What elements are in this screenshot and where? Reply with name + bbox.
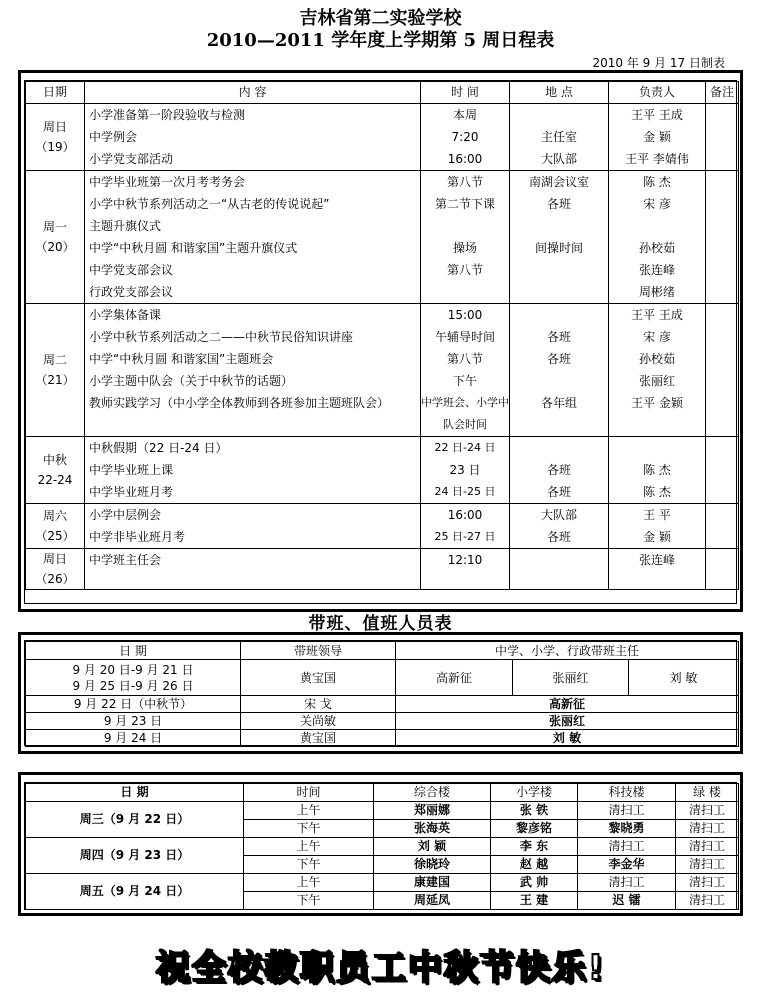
schedule-content: 小学主题中队会（关于中秋节的话题） bbox=[89, 374, 294, 388]
column-header: 日期 bbox=[26, 82, 85, 104]
schedule-owner: 宋 彦 bbox=[643, 330, 671, 344]
schedule-place: 间操时间 bbox=[534, 241, 583, 255]
schedule-content: 中学毕业班月考 bbox=[89, 485, 174, 499]
cleaning-time: 上午 bbox=[244, 838, 374, 856]
schedule-place bbox=[510, 104, 608, 126]
schedule-content: 小学党支部活动 bbox=[89, 152, 174, 166]
schedule-time: 操场 bbox=[452, 241, 477, 255]
schedule-place: 大队部 bbox=[540, 152, 577, 166]
time-cell bbox=[421, 504, 510, 549]
schedule-place: 南湖会议室 bbox=[528, 175, 589, 189]
schedule-place bbox=[510, 549, 608, 571]
schedule-content: 中学例会 bbox=[89, 130, 138, 144]
schedule-time: 第八节 bbox=[446, 352, 483, 366]
schedule-owner: 张连峰 bbox=[638, 553, 675, 567]
cleaning-time: 下午 bbox=[244, 892, 374, 910]
schedule-place: 各年组 bbox=[540, 396, 577, 410]
cleaning-b2: 黎彦铭 bbox=[491, 820, 578, 838]
duty-leader: 宋 戈 bbox=[241, 696, 396, 713]
schedule-time: 22 日-24 日 bbox=[434, 441, 496, 454]
place-cell bbox=[510, 171, 609, 304]
schedule-owner: 金 颖 bbox=[643, 130, 671, 144]
schedule-owner: 金 颖 bbox=[643, 530, 671, 544]
duty-date-cell bbox=[26, 713, 241, 730]
schedule-owner: 宋 彦 bbox=[643, 197, 671, 211]
note-cell bbox=[706, 504, 739, 549]
cleaning-col-header: 日 期 bbox=[26, 784, 244, 802]
cleaning-b2: 武 帅 bbox=[491, 874, 578, 892]
day-date: （20） bbox=[35, 240, 75, 254]
schedule-owner: 孙校茹 bbox=[638, 241, 675, 255]
schedule-content: 中学“中秋月圆 和谐家国”主题班会 bbox=[89, 352, 274, 366]
content-cell bbox=[85, 437, 421, 504]
place-cell bbox=[510, 437, 609, 504]
schedule-owner: 王平 王成 bbox=[631, 108, 683, 122]
cleaning-b4: 清扫工 bbox=[676, 856, 739, 874]
day-cell bbox=[26, 104, 85, 171]
cleaning-b4: 清扫工 bbox=[676, 838, 739, 856]
duty-row bbox=[26, 696, 739, 713]
schedule-time: 7:20 bbox=[451, 130, 479, 144]
duty-header-row bbox=[26, 642, 739, 660]
schedule-frame bbox=[18, 70, 743, 612]
note-cell bbox=[706, 171, 739, 304]
schedule-row bbox=[26, 504, 739, 549]
schedule-content: 中学非毕业班月考 bbox=[89, 530, 186, 544]
schedule-time bbox=[421, 215, 509, 237]
day-date: （19） bbox=[35, 140, 75, 154]
schedule-row bbox=[26, 171, 739, 304]
schedule-row bbox=[26, 549, 739, 590]
cleaning-b1: 张海英 bbox=[374, 820, 491, 838]
schedule-row bbox=[26, 304, 739, 437]
schedule-title: 2010—2011 学年度上学期第 5 周日程表 bbox=[206, 30, 555, 51]
schedule-owner: 陈 杰 bbox=[643, 463, 671, 477]
day-cell bbox=[26, 437, 85, 504]
content-cell bbox=[85, 104, 421, 171]
owner-cell bbox=[609, 549, 706, 590]
cleaning-b3: 清扫工 bbox=[578, 874, 676, 892]
schedule-owner: 王平 李婧伟 bbox=[625, 152, 689, 166]
cleaning-b4: 清扫工 bbox=[676, 874, 739, 892]
duty-row bbox=[26, 730, 739, 747]
cleaning-b3: 黎晓勇 bbox=[578, 820, 676, 838]
cleaning-time: 下午 bbox=[244, 856, 374, 874]
day-name: 周二 bbox=[42, 353, 67, 367]
day-date: （25） bbox=[35, 529, 75, 543]
cleaning-b3: 清扫工 bbox=[578, 838, 676, 856]
content-cell bbox=[85, 504, 421, 549]
schedule-time: 第八节 bbox=[446, 175, 483, 189]
schedule-table bbox=[25, 81, 739, 590]
duty-col-heads: 中学、小学、行政带班主任 bbox=[396, 642, 739, 660]
schedule-owner: 王平 金颖 bbox=[631, 396, 683, 410]
schedule-content: 中秋假期（22 日-24 日） bbox=[89, 441, 228, 455]
schedule-content: 小学中秋节系列活动之一“从古老的传说说起” bbox=[89, 197, 330, 211]
schedule-owner: 张连峰 bbox=[638, 263, 675, 277]
cleaning-header-row bbox=[26, 784, 739, 802]
schedule-owner: 孙校茹 bbox=[638, 352, 675, 366]
schedule-time: 25 日-27 日 bbox=[434, 530, 496, 543]
schedule-time: 23 日 bbox=[449, 463, 481, 477]
owner-cell bbox=[609, 171, 706, 304]
schedule-time: 午辅导时间 bbox=[434, 330, 495, 344]
schedule-time: 第二节下课 bbox=[434, 197, 495, 211]
school-name: 吉林省第二实验学校 bbox=[299, 8, 462, 29]
cleaning-row bbox=[26, 802, 739, 820]
duty-date: 9 月 24 日 bbox=[103, 731, 163, 745]
duty-col-date: 日 期 bbox=[26, 642, 241, 660]
schedule-content: 小学集体备课 bbox=[89, 308, 162, 322]
schedule-place: 各班 bbox=[546, 463, 571, 477]
cleaning-time: 下午 bbox=[244, 820, 374, 838]
schedule-content: 小学准备第一阶段验收与检测 bbox=[89, 108, 246, 122]
schedule-place bbox=[510, 304, 608, 326]
cleaning-row bbox=[26, 874, 739, 892]
duty-row bbox=[26, 713, 739, 730]
duty-leader: 黄宝国 bbox=[241, 730, 396, 747]
duty-leader: 黄宝国 bbox=[241, 660, 396, 696]
note-cell bbox=[706, 304, 739, 437]
schedule-place: 各班 bbox=[546, 485, 571, 499]
day-name: 周日 bbox=[42, 120, 67, 134]
cleaning-b1: 周延凤 bbox=[374, 892, 491, 910]
owner-cell bbox=[609, 504, 706, 549]
day-name: 周日 bbox=[42, 552, 67, 566]
schedule-place: 各班 bbox=[546, 530, 571, 544]
schedule-owner: 王平 王成 bbox=[631, 308, 683, 322]
day-name: 中秋 bbox=[42, 453, 67, 467]
duty-head: 刘 敏 bbox=[396, 730, 739, 747]
schedule-content: 小学中层例会 bbox=[89, 508, 162, 522]
schedule-content: 中学“中秋月圆 和谐家国”主题升旗仪式 bbox=[89, 241, 298, 255]
day-cell bbox=[26, 504, 85, 549]
duty-head: 高新征 bbox=[396, 696, 739, 713]
cleaning-b2: 王 建 bbox=[491, 892, 578, 910]
time-cell bbox=[421, 104, 510, 171]
schedule-content: 中学班主任会 bbox=[89, 553, 162, 567]
schedule-owner: 周彬绪 bbox=[638, 285, 675, 299]
cleaning-b2: 李 东 bbox=[491, 838, 578, 856]
cleaning-b4: 清扫工 bbox=[676, 802, 739, 820]
schedule-owner: 张丽红 bbox=[638, 374, 675, 388]
footer-greeting: 祝全校教职员工中秋节快乐! bbox=[155, 948, 606, 988]
column-header: 地 点 bbox=[510, 82, 609, 104]
schedule-time: 12:10 bbox=[447, 553, 483, 567]
schedule-time: 下午 bbox=[452, 374, 477, 388]
day-cell bbox=[26, 171, 85, 304]
duty-date: 9 月 23 日 bbox=[103, 714, 163, 728]
schedule-place: 各班 bbox=[546, 330, 571, 344]
schedule-place bbox=[510, 281, 608, 303]
schedule-time: 16:00 bbox=[447, 152, 483, 166]
schedule-place bbox=[510, 215, 608, 237]
day-cell bbox=[26, 549, 85, 590]
cleaning-b2: 赵 越 bbox=[491, 856, 578, 874]
schedule-time bbox=[421, 281, 509, 303]
place-cell bbox=[510, 504, 609, 549]
cleaning-col-header: 绿 楼 bbox=[676, 784, 739, 802]
schedule-row bbox=[26, 437, 739, 504]
day-date: （26） bbox=[35, 572, 75, 586]
duty-date: 9 月 22 日（中秋节） bbox=[73, 697, 193, 711]
day-cell bbox=[26, 304, 85, 437]
schedule-place: 主任室 bbox=[540, 130, 577, 144]
owner-cell bbox=[609, 437, 706, 504]
schedule-time: 中学班会、小学中队会时间 bbox=[421, 396, 509, 431]
schedule-content: 主题升旗仪式 bbox=[89, 219, 162, 233]
duty-row bbox=[26, 660, 739, 696]
content-cell bbox=[85, 549, 421, 590]
duty-head: 刘 敏 bbox=[629, 660, 739, 696]
schedule-owner bbox=[609, 437, 705, 459]
note-cell bbox=[706, 549, 739, 590]
cleaning-b1: 康建国 bbox=[374, 874, 491, 892]
schedule-owner: 陈 杰 bbox=[643, 485, 671, 499]
content-cell bbox=[85, 171, 421, 304]
time-cell bbox=[421, 549, 510, 590]
cleaning-col-header: 综合楼 bbox=[374, 784, 491, 802]
cleaning-b3: 迟 镭 bbox=[578, 892, 676, 910]
schedule-content: 中学党支部会议 bbox=[89, 263, 174, 277]
duty-date: 9 月 20 日-9 月 21 日 bbox=[72, 662, 194, 677]
cleaning-day: 周三（9 月 22 日） bbox=[26, 802, 244, 838]
duty-date-cell bbox=[26, 696, 241, 713]
time-cell bbox=[421, 171, 510, 304]
schedule-content: 中学毕业班第一次月考考务会 bbox=[89, 175, 246, 189]
schedule-time: 16:00 bbox=[447, 508, 483, 522]
cleaning-row bbox=[26, 838, 739, 856]
cleaning-b1: 郑丽娜 bbox=[374, 802, 491, 820]
duty-date-cell bbox=[26, 660, 241, 696]
place-cell bbox=[510, 549, 609, 590]
cleaning-b3: 清扫工 bbox=[578, 802, 676, 820]
cleaning-b3: 李金华 bbox=[578, 856, 676, 874]
duty-date: 9 月 25 日-9 月 26 日 bbox=[72, 678, 194, 693]
cleaning-time: 上午 bbox=[244, 874, 374, 892]
place-cell bbox=[510, 304, 609, 437]
day-date: （21） bbox=[35, 373, 75, 387]
time-cell bbox=[421, 304, 510, 437]
owner-cell bbox=[609, 104, 706, 171]
day-name: 周六 bbox=[42, 509, 67, 523]
cleaning-col-header: 科技楼 bbox=[578, 784, 676, 802]
cleaning-table bbox=[25, 783, 739, 910]
column-header: 内 容 bbox=[85, 82, 421, 104]
cleaning-day: 周四（9 月 23 日） bbox=[26, 838, 244, 874]
column-header: 时 间 bbox=[421, 82, 510, 104]
owner-cell bbox=[609, 304, 706, 437]
schedule-owner: 王 平 bbox=[643, 508, 671, 522]
duty-head: 高新征 bbox=[396, 660, 513, 696]
schedule-row bbox=[26, 104, 739, 171]
cleaning-col-header: 小学楼 bbox=[491, 784, 578, 802]
column-header: 备注 bbox=[706, 82, 739, 104]
note-cell bbox=[706, 104, 739, 171]
duty-leader: 关尚敏 bbox=[241, 713, 396, 730]
duty-head: 张丽红 bbox=[396, 713, 739, 730]
cleaning-col-header: 时间 bbox=[244, 784, 374, 802]
cleaning-b4: 清扫工 bbox=[676, 892, 739, 910]
schedule-place: 各班 bbox=[546, 352, 571, 366]
duty-col-leader: 带班领导 bbox=[241, 642, 396, 660]
schedule-time: 第八节 bbox=[446, 263, 483, 277]
cleaning-b1: 徐晓玲 bbox=[374, 856, 491, 874]
schedule-place bbox=[510, 370, 608, 392]
cleaning-time: 上午 bbox=[244, 802, 374, 820]
column-header: 负责人 bbox=[609, 82, 706, 104]
schedule-content: 教师实践学习（中小学全体教师到各班参加主题班队会） bbox=[89, 396, 390, 410]
made-date: 2010 年 9 月 17 日制表 bbox=[592, 56, 725, 70]
duty-head: 张丽红 bbox=[513, 660, 629, 696]
cleaning-frame bbox=[18, 772, 743, 916]
schedule-place bbox=[510, 259, 608, 281]
schedule-time: 24 日-25 日 bbox=[434, 485, 496, 498]
content-cell bbox=[85, 304, 421, 437]
time-cell bbox=[421, 437, 510, 504]
cleaning-b2: 张 铁 bbox=[491, 802, 578, 820]
duty-frame bbox=[18, 632, 743, 754]
schedule-place bbox=[510, 437, 608, 459]
schedule-content: 行政党支部会议 bbox=[89, 285, 174, 299]
schedule-place: 大队部 bbox=[540, 508, 577, 522]
day-date: 22-24 bbox=[37, 473, 73, 487]
schedule-time: 15:00 bbox=[447, 308, 483, 322]
schedule-time: 本周 bbox=[452, 108, 477, 122]
schedule-owner bbox=[609, 215, 705, 237]
cleaning-b1: 刘 颖 bbox=[374, 838, 491, 856]
schedule-content: 小学中秋节系列活动之二——中秋节民俗知识讲座 bbox=[89, 330, 354, 344]
schedule-content: 中学毕业班上课 bbox=[89, 463, 174, 477]
note-cell bbox=[706, 437, 739, 504]
schedule-owner: 陈 杰 bbox=[643, 175, 671, 189]
duty-date-cell bbox=[26, 730, 241, 747]
cleaning-day: 周五（9 月 24 日） bbox=[26, 874, 244, 910]
duty-table-title: 带班、值班人员表 bbox=[308, 614, 453, 634]
schedule-place: 各班 bbox=[546, 197, 571, 211]
day-name: 周一 bbox=[42, 220, 67, 234]
duty-table bbox=[25, 641, 739, 747]
cleaning-b4: 清扫工 bbox=[676, 820, 739, 838]
place-cell bbox=[510, 104, 609, 171]
